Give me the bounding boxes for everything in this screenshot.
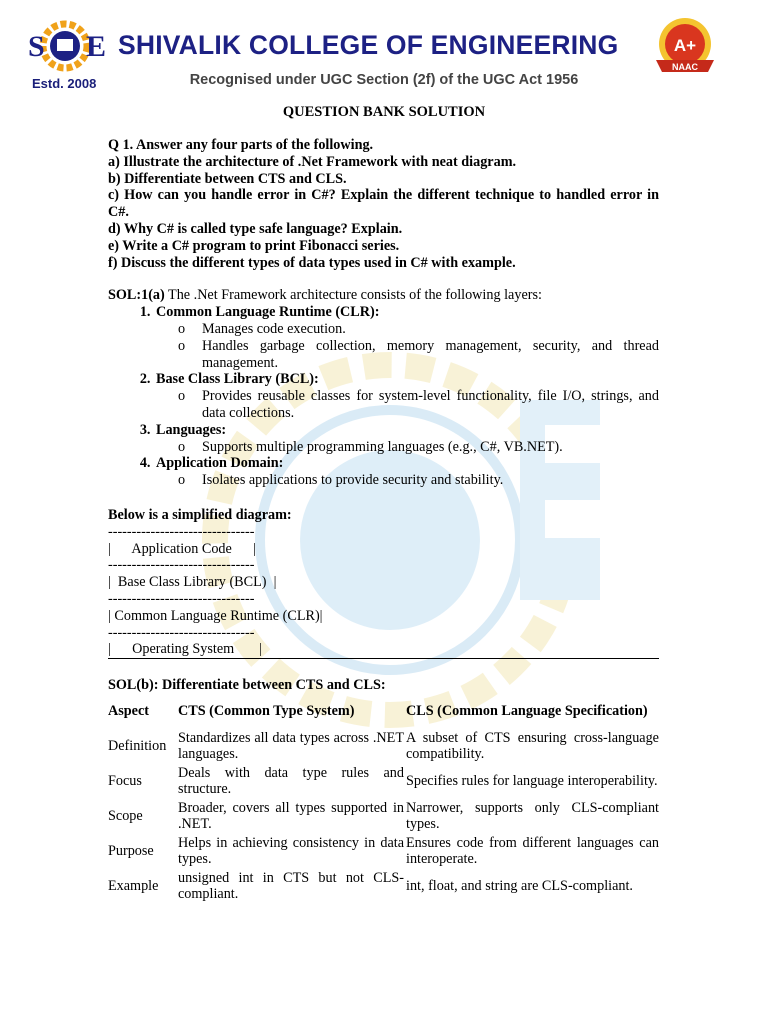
table-header-row: [108, 694, 659, 729]
table-cell: Ensures code from different languages can interoperate.: [406, 834, 659, 868]
table-cell: Deals with data type rules and structure.: [178, 764, 404, 798]
table-cell: Purpose: [108, 843, 154, 859]
layer-point: o Manages code execution.: [178, 320, 346, 337]
layer-point: o Supports multiple programming languages (e.g., C#, VB.NET).: [178, 438, 563, 455]
solution-a: [108, 287, 659, 489]
question-e: e) Write a C# program to print Fibonacci series.: [108, 237, 400, 254]
diagram-line: | Base Class Library (BCL) |: [108, 574, 277, 591]
layer-point: o Provides reusable classes for system-level functionality, file I/O, strings, and data collections.: [178, 388, 659, 421]
established-year: Estd. 2008: [32, 76, 97, 91]
table-cell: Focus: [108, 773, 142, 789]
table-cell: Broader, covers all types supported in .NET.: [178, 799, 404, 833]
letterhead: [0, 0, 768, 100]
question-block: [108, 137, 659, 271]
question-d: d) Why C# is called type safe language? Explain.: [108, 220, 403, 237]
solution-b-title: SOL(b): Differentiate between CTS and CLS:: [108, 677, 386, 694]
table-header-cell: Aspect: [108, 703, 149, 719]
document-title: QUESTION BANK SOLUTION: [282, 104, 486, 120]
diagram-title: Below is a simplified diagram:: [108, 506, 292, 523]
table-cell: Standardizes all data types across .NET languages.: [178, 729, 404, 763]
table-cell: int, float, and string are CLS-compliant.: [406, 878, 633, 894]
layer-item: 4. Application Domain: o Isolates applications to provide security and stability.: [154, 455, 659, 489]
diagram-line: -------------------------------: [108, 557, 255, 574]
table-cell: Narrower, supports only CLS-compliant types.: [406, 799, 659, 833]
solution-a-intro: SOL:1(a) The .Net Framework architecture consists of the following layers:: [108, 287, 542, 304]
naac-badge-icon: [654, 16, 716, 82]
table-row: [108, 834, 659, 869]
recognition-line: Recognised under UGC Section (2f) of the UGC Act 1956: [189, 72, 579, 88]
table-row: [108, 799, 659, 834]
table-cell: Helps in achieving consistency in data types.: [178, 834, 404, 868]
question-b: b) Differentiate between CTS and CLS.: [108, 170, 347, 187]
layer-item: 2. Base Class Library (BCL): o Provides reusable classes for system-level functionality, file I/O, strings, and data collections.: [154, 371, 659, 421]
table-cell: A subset of CTS ensuring cross-language compatibility.: [406, 729, 659, 763]
college-name: SHIVALIK COLLEGE OF ENGINEERING: [118, 30, 619, 60]
layer-list: [108, 304, 659, 489]
layer-item: 3. Languages: o Supports multiple programming languages (e.g., C#, VB.NET).: [154, 422, 659, 456]
ascii-diagram: [108, 524, 659, 659]
layer-item: 1. Common Language Runtime (CLR): o Manages code execution. o Handles garbage collection, memory management, security, and thread management.: [154, 304, 659, 371]
table-cell: Scope: [108, 808, 143, 824]
table-row: [108, 764, 659, 799]
diagram-line: | Common Language Runtime (CLR)|: [108, 607, 323, 624]
diagram-line: -------------------------------: [108, 523, 255, 540]
table-cell: Specifies rules for language interoperability.: [406, 773, 658, 789]
question-c: c) How can you handle error in C#? Explain the different technique to handled error in C#.: [108, 187, 659, 221]
question-a: a) Illustrate the architecture of .Net Framework with neat diagram.: [108, 153, 517, 170]
table-row: [108, 869, 659, 904]
diagram-line: -------------------------------: [108, 590, 255, 607]
table-header-cell: CLS (Common Language Specification): [406, 703, 648, 719]
table-cell: Example: [108, 878, 159, 894]
diagram-line: -------------------------------: [108, 624, 255, 641]
svg-text:S: S: [28, 30, 45, 63]
table-row: [108, 729, 659, 764]
svg-text:E: E: [86, 30, 106, 63]
table-cell: unsigned int in CTS but not CLS-compliant.: [178, 869, 404, 903]
question-f: f) Discuss the different types of data types used in C# with example.: [108, 254, 516, 271]
diagram-line: | Operating System |: [108, 641, 659, 659]
table-cell: Definition: [108, 738, 167, 754]
question-heading: Q 1. Answer any four parts of the following.: [108, 137, 374, 153]
layer-point: o Handles garbage collection, memory management, security, and thread management.: [178, 337, 659, 371]
document-body: [108, 137, 659, 904]
naac-label: NAAC: [672, 62, 698, 72]
naac-grade: A+: [673, 36, 697, 55]
layer-point: o Isolates applications to provide security and stability.: [178, 472, 504, 489]
table-header-cell: CTS (Common Type System): [178, 703, 355, 719]
comparison-table: [108, 694, 659, 904]
diagram-line: | Application Code |: [108, 540, 256, 557]
